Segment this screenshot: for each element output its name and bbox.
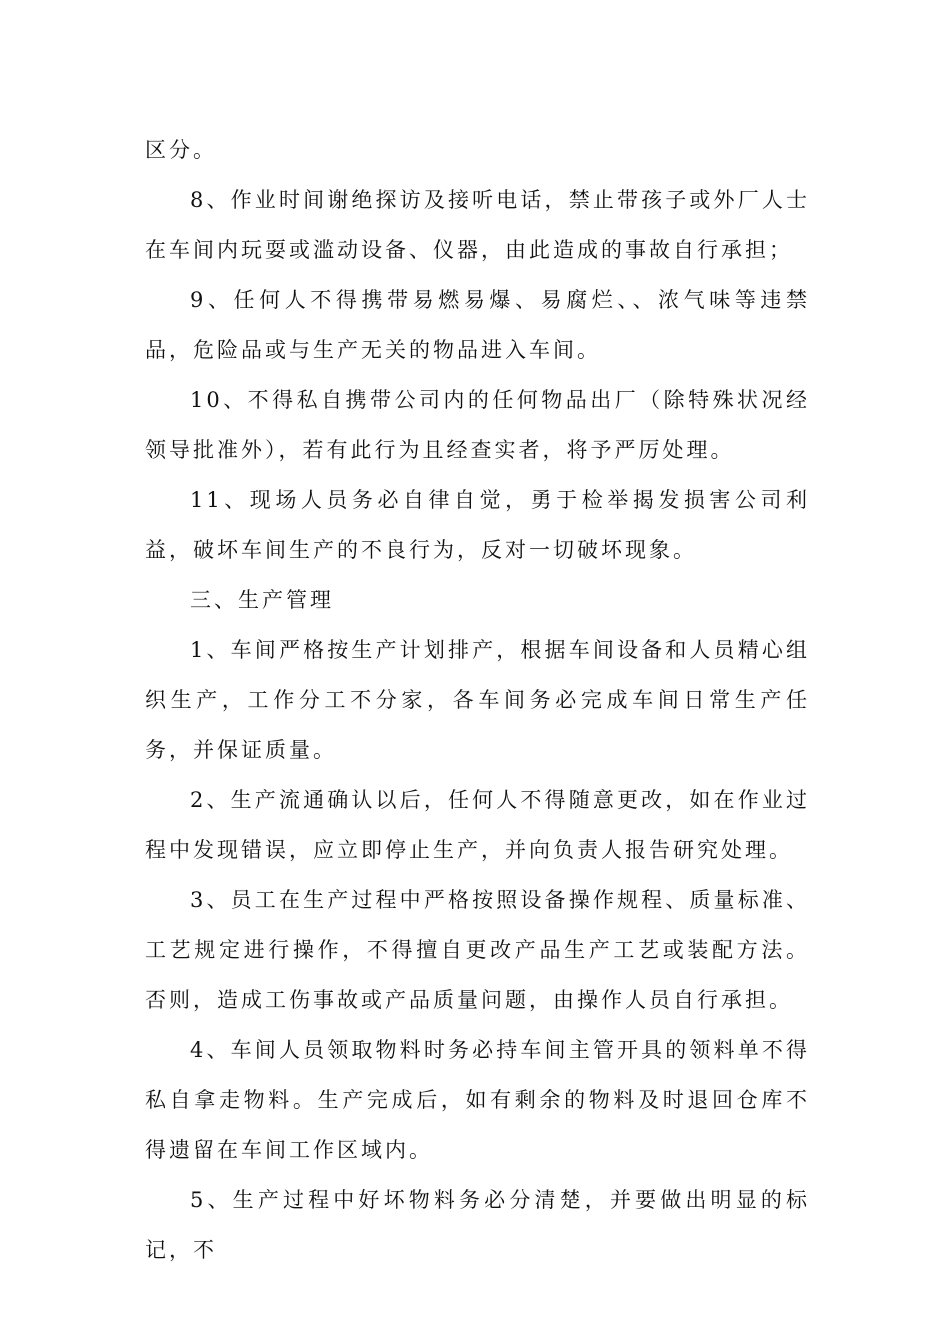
document-body [145, 125, 810, 1275]
paragraph-production-2: 2、生产流通确认以后，任何人不得随意更改，如在作业过程中发现错误，应立即停止生产，并向负责人报告研究处理。 [145, 788, 810, 862]
paragraph-item-9: 9、任何人不得携带易燃易爆、易腐烂、、浓气味等违禁品，危险品或与生产无关的物品进入车间。 [145, 288, 810, 362]
paragraph-item-8: 8、作业时间谢绝探访及接听电话，禁止带孩子或外厂人士在车间内玩耍或滥动设备、仪器，由此造成的事故自行承担； [145, 188, 810, 262]
paragraph-item-10: 10、不得私自携带公司内的任何物品出厂（除特殊状况经领导批准外），若有此行为且经查实者，将予严厉处理。 [145, 388, 810, 462]
paragraph-production-5: 5、生产过程中好坏物料务必分清楚，并要做出明显的标记，不 [145, 1188, 810, 1262]
paragraph-item-11: 11、现场人员务必自律自觉，勇于检举揭发损害公司利益，破坏车间生产的不良行为，反对一切破坏现象。 [145, 488, 810, 562]
paragraph-continuation: 区分。 [145, 138, 217, 162]
paragraph-production-1: 1、车间严格按生产计划排产，根据车间设备和人员精心组织生产，工作分工不分家，各车间务必完成车间日常生产任务，并保证质量。 [145, 638, 810, 762]
section-heading-production-management: 三、生产管理 [190, 588, 334, 612]
paragraph-production-4: 4、车间人员领取物料时务必持车间主管开具的领料单不得私自拿走物料。生产完成后，如有剩余的物料及时退回仓库不得遗留在车间工作区域内。 [145, 1038, 810, 1162]
paragraph-production-3: 3、员工在生产过程中严格按照设备操作规程、质量标准、工艺规定进行操作，不得擅自更改产品生产工艺或装配方法。否则，造成工伤事故或产品质量问题，由操作人员自行承担。 [145, 888, 810, 1012]
